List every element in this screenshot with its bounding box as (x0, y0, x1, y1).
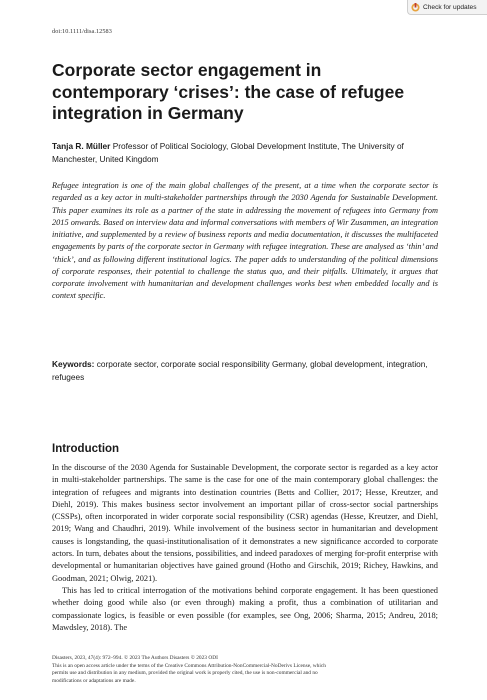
license-line: This is an open access article under the terms of the Creative Commons Attribution-NonCommercial-NoDerivs License, which (52, 662, 326, 669)
keywords-label: Keywords: (52, 359, 95, 369)
page-footer (52, 655, 438, 685)
section-heading-introduction: Introduction (52, 443, 120, 455)
author-name: Tanja R. Müller (52, 141, 111, 151)
keywords (52, 358, 438, 383)
doi-line[interactable]: doi:10.1111/disa.12583 (52, 28, 112, 35)
introduction-body (52, 462, 438, 634)
license-line: modifications or adaptations are made. (52, 677, 136, 684)
license-line: permits use and distribution in any medium, provided the original work is properly cited, the use is non-commercial and no (52, 670, 318, 677)
paragraph: In the discourse of the 2030 Agenda for Sustainable Development, the corporate sector is regarded as a key actor in multi-stakeholder partnerships. The same is the case for one of the main contemporary global challenges: the integration of refugees and migrants into destination countries (Betts and Collier, 2017; Hesse, Kreutzer, and Diehl, 2019). This makes business sector involvement an important pillar of cross-sector social partnerships (CSSPs), often incorporated in wider corporate social responsibility (CSR) agendas (Hesse, Kreutzer, and Diehl, 2019; Wang and Chaudhri, 2019). While involvement of the business sector in humanitarian and development causes is longstanding, the quasi-institutionalisation of it demonstrates a new significance accorded to corporate actors. In turn, debates about the tensions, possibilities, and indeed paradoxes of merging for-profit enterprise with developmental or humanitarian objectives have gained ground (Hotho and Girschik, 2019; Richey, Hawkins, and Goodman, 2021; Olwig, 2021). (52, 463, 438, 583)
check-for-updates-button[interactable] (407, 0, 487, 15)
article-title: Corporate sector engagement in contemporary ‘crises’: the case of refugee integration in Germany (52, 60, 405, 123)
author-affiliation: Professor of Political Sociology, Global Development Institute, The University of Manchester, United Kingdom (52, 141, 404, 164)
keywords-text: corporate sector, corporate social responsibility Germany, global development, integration, refugees (52, 359, 428, 382)
check-updates-icon (411, 3, 420, 12)
citation-line: Disasters, 2023, 47(4): 972–994. © 2023 The Authors Disasters © 2023 ODI (52, 655, 218, 661)
check-for-updates-label: Check for updates (423, 3, 477, 11)
abstract: Refugee integration is one of the main global challenges of the present, at a time when the corporate sector is regarded as a key actor in multi-stakeholder partnerships through the 2030 Agenda for Sustainable Development. This paper examines its role as a partner of the state in addressing the movement of refugees into Germany from 2015 onwards. Based on interview data and informal conversations with members of Wir Zusammen, an integration initiative, and supplemented by a review of business reports and media documentation, it discusses the multifaceted engagements by parts of the corporate sector in Germany with refugee integration. These are analysed as ‘thin’ and ‘thick’, and as following different institutional logics. The paper adds to understanding of the political dimensions of corporate responses, their potential to challenge the status quo, and their pitfalls. Ultimately, it argues that corporate involvement with humanitarian and development challenges works best when embedded locally and is context specific. (52, 181, 438, 301)
author-line (52, 140, 437, 165)
paragraph: This has led to critical interrogation of the motivations behind corporate engagement. It has been questioned whether doing good while also (or even through) making a profit, thus a combination of utilitarian and compassionate logics, is feasible or even possible (for examples, see Ong, 2006; Sharma, 2015; Andreu, 2018; Mawdsley, 2018). The (52, 585, 438, 632)
